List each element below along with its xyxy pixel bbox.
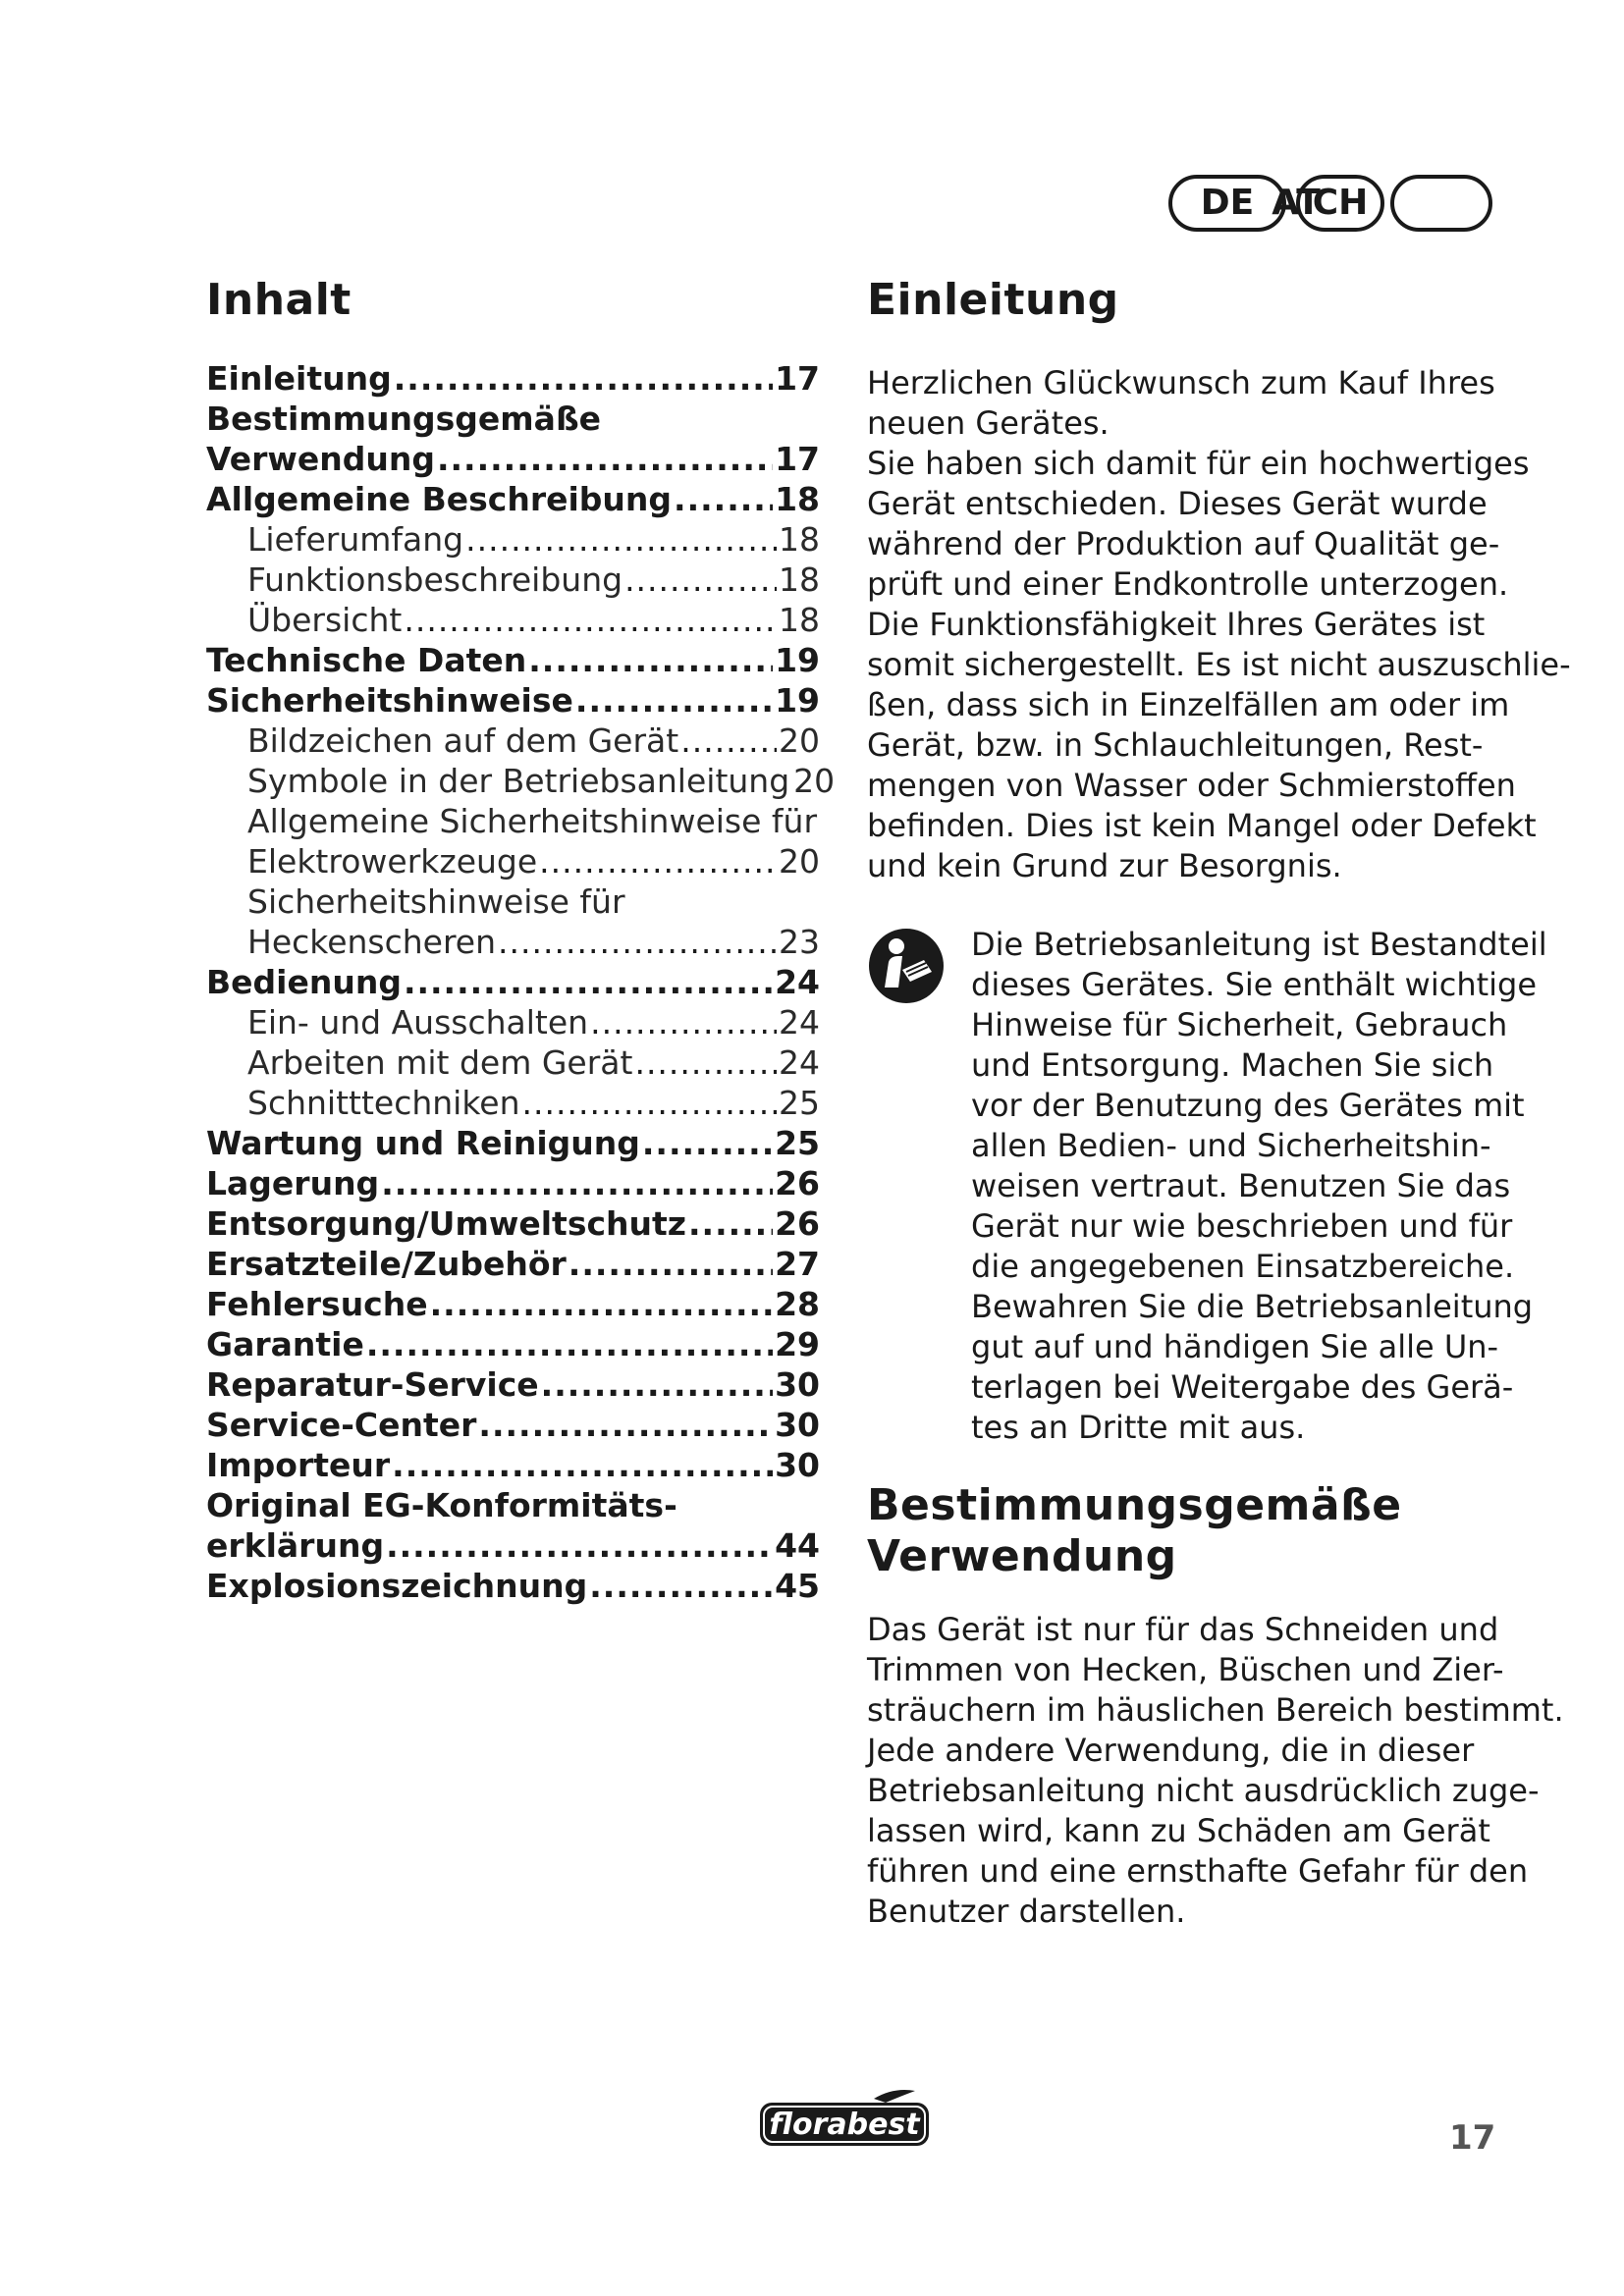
toc-entry-page: 30 bbox=[775, 1365, 820, 1404]
toc-entry bbox=[206, 358, 820, 399]
text-line: Die Funktionsfähigkeit Ihres Gerätes ist bbox=[867, 606, 1486, 643]
toc-leader-dots bbox=[568, 1244, 773, 1284]
toc-entry-page: 18 bbox=[779, 561, 820, 599]
toc-leader-dots bbox=[539, 841, 777, 881]
toc-entry-label: Heckenscheren bbox=[247, 923, 497, 961]
toc-entry-label: Lieferumfang bbox=[247, 520, 464, 559]
toc-entry-label: Importeur bbox=[206, 1446, 391, 1484]
toc-leader-dots bbox=[575, 680, 773, 721]
toc-entry bbox=[206, 1123, 820, 1163]
toc-entry-label: Bedienung bbox=[206, 963, 402, 1001]
language-badges bbox=[1168, 169, 1502, 236]
toc-entry-label: Bestimmungsgemäße bbox=[206, 400, 602, 438]
text-line: Sie haben sich damit für ein hochwertiges bbox=[867, 445, 1530, 482]
toc-leader-dots bbox=[589, 1566, 773, 1606]
bestimmung-title bbox=[867, 1480, 1402, 1582]
toc-entry-label: Wartung und Reinigung bbox=[206, 1124, 640, 1162]
einleitung-body bbox=[867, 363, 1571, 886]
toc-entry-label: Schnitttechniken bbox=[247, 1084, 520, 1122]
toc-entry-page: 24 bbox=[775, 963, 820, 1001]
toc-entry-label: Symbole in der Betriebsanleitung bbox=[247, 762, 790, 800]
toc-leader-dots bbox=[404, 962, 773, 1002]
bestimmung-title-line1: Bestimmungsgemäße bbox=[867, 1480, 1402, 1530]
text-line: neuen Gerätes. bbox=[867, 404, 1110, 442]
page-number: 17 bbox=[1449, 2118, 1496, 2158]
toc-entry-label: Fehlersuche bbox=[206, 1285, 428, 1323]
text-line: Das Gerät ist nur für das Schneiden und bbox=[867, 1611, 1499, 1648]
text-line: gut auf und händigen Sie alle Un- bbox=[971, 1328, 1499, 1365]
text-line: und Entsorgung. Machen Sie sich bbox=[971, 1046, 1494, 1084]
toc-entry-label: Reparatur-Service bbox=[206, 1365, 539, 1404]
toc-entry-label: erklärung bbox=[206, 1526, 385, 1565]
text-line: ßen, dass sich in Einzelfällen am oder im bbox=[867, 686, 1510, 723]
text-line: Gerät, bzw. in Schlauchleitungen, Rest- bbox=[867, 726, 1484, 764]
text-line: Trimmen von Hecken, Büschen und Zier- bbox=[867, 1651, 1504, 1688]
toc-entry-page: 27 bbox=[775, 1245, 820, 1283]
text-line: während der Produktion auf Qualität ge- bbox=[867, 525, 1500, 562]
toc-entry-page: 24 bbox=[779, 1043, 820, 1082]
toc-entry-label: Technische Daten bbox=[206, 641, 527, 679]
toc-entry-label: Allgemeine Beschreibung bbox=[206, 480, 673, 518]
toc-entry-page: 44 bbox=[775, 1526, 820, 1565]
toc-leader-dots bbox=[688, 1203, 773, 1244]
toc-entry-label: Allgemeine Sicherheitshinweise für bbox=[247, 802, 818, 840]
text-line: weisen vertraut. Benutzen Sie das bbox=[971, 1167, 1511, 1204]
toc-leader-dots bbox=[430, 1284, 773, 1324]
text-line: Betriebsanleitung nicht ausdrücklich zuge- bbox=[867, 1772, 1540, 1809]
text-line: und kein Grund zur Besorgnis. bbox=[867, 847, 1342, 884]
text-line: lassen wird, kann zu Schäden am Gerät bbox=[867, 1812, 1490, 1849]
toc-entry bbox=[206, 1324, 820, 1364]
toc-entry bbox=[206, 479, 820, 519]
toc-entry bbox=[206, 922, 820, 962]
toc-entry-label: Funktionsbeschreibung bbox=[247, 561, 623, 599]
toc-entry-page: 25 bbox=[775, 1124, 820, 1162]
toc-leader-dots bbox=[394, 358, 773, 399]
toc-entry-label: Garantie bbox=[206, 1325, 364, 1363]
text-line: Benutzer darstellen. bbox=[867, 1893, 1186, 1930]
toc-entry-label: Entsorgung/Umweltschutz bbox=[206, 1204, 686, 1243]
text-line: somit sichergestellt. Es ist nicht auszuschlie- bbox=[867, 646, 1571, 683]
text-line: allen Bedien- und Sicherheitshin- bbox=[971, 1127, 1491, 1164]
toc-entry bbox=[206, 1244, 820, 1284]
text-line: dieses Gerätes. Sie enthält wichtige bbox=[971, 966, 1538, 1003]
toc-leader-dots bbox=[590, 1002, 777, 1042]
toc-entry-page: 20 bbox=[779, 842, 820, 881]
text-line: Herzlichen Glückwunsch zum Kauf Ihres bbox=[867, 364, 1495, 401]
toc-leader-dots bbox=[404, 600, 777, 640]
toc-entry-page: 17 bbox=[775, 440, 820, 478]
toc-entry-page: 26 bbox=[775, 1204, 820, 1243]
toc-entry-label: Verwendung bbox=[206, 440, 435, 478]
lang-badge-at: AT bbox=[1272, 183, 1321, 223]
toc-entry-label: Original EG-Konformitäts- bbox=[206, 1486, 677, 1524]
toc-entry-page: 29 bbox=[775, 1325, 820, 1363]
toc-entry-label: Bildzeichen auf dem Gerät bbox=[247, 721, 679, 760]
toc-leader-dots bbox=[634, 1042, 777, 1083]
bestimmung-title-line2: Verwendung bbox=[867, 1531, 1177, 1581]
text-line: terlagen bei Weitergabe des Gerä- bbox=[971, 1368, 1514, 1406]
toc-entry-label: Service-Center bbox=[206, 1406, 477, 1444]
toc-entry bbox=[206, 1525, 820, 1566]
toc-leader-dots bbox=[522, 1083, 777, 1123]
toc-entry-label: Explosionszeichnung bbox=[206, 1567, 588, 1605]
text-line: Gerät nur wie beschrieben und für bbox=[971, 1207, 1513, 1245]
note-paragraph bbox=[971, 925, 1547, 1448]
text-line: vor der Benutzung des Gerätes mit bbox=[971, 1087, 1525, 1124]
text-line: führen und eine ernsthafte Gefahr für den bbox=[867, 1852, 1529, 1890]
toc-entry-page: 19 bbox=[775, 641, 820, 679]
toc-leader-dots bbox=[642, 1123, 773, 1163]
einleitung-title: Einleitung bbox=[867, 275, 1119, 325]
toc-entry bbox=[206, 439, 820, 479]
toc-leader-dots bbox=[437, 439, 773, 479]
toc-leader-dots bbox=[674, 479, 773, 519]
toc-entry-page: 17 bbox=[775, 359, 820, 398]
toc-entry-page: 30 bbox=[775, 1446, 820, 1484]
toc-entry bbox=[206, 801, 820, 841]
toc-entry bbox=[206, 680, 820, 721]
toc-entry-page: 18 bbox=[779, 520, 820, 559]
toc-entry bbox=[206, 560, 820, 600]
toc-entry bbox=[206, 1485, 820, 1525]
toc-entry bbox=[206, 1083, 820, 1123]
toc-leader-dots bbox=[541, 1364, 773, 1405]
text-line: Hinweise für Sicherheit, Gebrauch bbox=[971, 1006, 1508, 1043]
toc-entry-page: 26 bbox=[775, 1164, 820, 1202]
toc-entry bbox=[206, 721, 820, 761]
toc-entry-page: 23 bbox=[779, 923, 820, 961]
toc-entry-label: Einleitung bbox=[206, 359, 392, 398]
toc-leader-dots bbox=[624, 560, 777, 600]
toc-entry-label: Sicherheitshinweise bbox=[206, 681, 573, 720]
toc-entry-page: 28 bbox=[775, 1285, 820, 1323]
toc-leader-dots bbox=[498, 922, 777, 962]
toc-entry-page: 30 bbox=[775, 1406, 820, 1444]
text-line: Jede andere Verwendung, die in dieser bbox=[867, 1732, 1475, 1769]
toc-leader-dots bbox=[392, 1445, 773, 1485]
toc-leader-dots bbox=[680, 721, 777, 761]
toc-entry-label: Übersicht bbox=[247, 601, 403, 639]
toc-entry-label: Lagerung bbox=[206, 1164, 380, 1202]
lang-badge-de: DE bbox=[1168, 175, 1286, 232]
toc-entry bbox=[206, 1284, 820, 1324]
toc-entry bbox=[206, 1445, 820, 1485]
toc-entry-page: 19 bbox=[775, 681, 820, 720]
toc-entry bbox=[206, 1566, 820, 1606]
toc-entry-page: 18 bbox=[779, 601, 820, 639]
toc-entry-page: 20 bbox=[793, 762, 836, 800]
text-line: Gerät entschieden. Dieses Gerät wurde bbox=[867, 485, 1488, 522]
toc-entry bbox=[206, 1042, 820, 1083]
lang-badge-empty bbox=[1390, 175, 1492, 232]
lang-badge-ch: CH bbox=[1296, 175, 1384, 232]
text-line: mengen von Wasser oder Schmierstoffen bbox=[867, 767, 1516, 804]
toc-leader-dots bbox=[465, 519, 777, 560]
toc-entry bbox=[206, 1405, 820, 1445]
toc-entry bbox=[206, 640, 820, 680]
table-of-contents bbox=[206, 358, 836, 1606]
toc-entry bbox=[206, 600, 820, 640]
toc-entry bbox=[206, 1364, 820, 1405]
toc-entry bbox=[206, 519, 820, 560]
toc-entry-label: Sicherheitshinweise für bbox=[247, 882, 625, 921]
toc-entry bbox=[206, 841, 820, 881]
toc-entry-page: 18 bbox=[775, 480, 820, 518]
text-line: Die Betriebsanleitung ist Bestandteil bbox=[971, 926, 1547, 963]
toc-entry bbox=[206, 761, 836, 801]
toc-entry-page: 25 bbox=[779, 1084, 820, 1122]
toc-leader-dots bbox=[381, 1163, 773, 1203]
bestimmung-body bbox=[867, 1610, 1564, 1932]
toc-entry bbox=[206, 1203, 820, 1244]
toc-entry bbox=[206, 962, 820, 1002]
toc-entry-page: 24 bbox=[779, 1003, 820, 1041]
florabest-logo bbox=[756, 2085, 933, 2150]
toc-entry bbox=[206, 1002, 820, 1042]
text-line: Bewahren Sie die Betriebsanleitung bbox=[971, 1288, 1534, 1325]
toc-leader-dots bbox=[478, 1405, 773, 1445]
toc-entry-label: Elektrowerkzeuge bbox=[247, 842, 538, 881]
text-line: die angegebenen Einsatzbereiche. bbox=[971, 1248, 1515, 1285]
toc-leader-dots bbox=[366, 1324, 773, 1364]
toc-entry bbox=[206, 881, 820, 922]
bestimmung-paragraph bbox=[867, 1610, 1564, 1932]
toc-entry-page: 20 bbox=[779, 721, 820, 760]
text-line: sträuchern im häuslichen Bereich bestimmt. bbox=[867, 1691, 1564, 1729]
read-manual-icon bbox=[867, 927, 946, 1005]
toc-entry-page: 45 bbox=[775, 1567, 820, 1605]
einleitung-paragraph bbox=[867, 363, 1571, 886]
text-line: prüft und einer Endkontrolle unterzogen. bbox=[867, 565, 1509, 603]
toc-leader-dots bbox=[386, 1525, 773, 1566]
text-line: befinden. Dies ist kein Mangel oder Defekt bbox=[867, 807, 1537, 844]
toc-title: Inhalt bbox=[206, 275, 352, 325]
toc-entry-label: Ersatzteile/Zubehör bbox=[206, 1245, 567, 1283]
toc-leader-dots bbox=[528, 640, 773, 680]
logo-text: florabest bbox=[769, 2108, 920, 2142]
toc-entry-label: Ein- und Ausschalten bbox=[247, 1003, 589, 1041]
toc-entry bbox=[206, 1163, 820, 1203]
toc-entry bbox=[206, 399, 820, 439]
toc-entry-label: Arbeiten mit dem Gerät bbox=[247, 1043, 633, 1082]
text-line: tes an Dritte mit aus. bbox=[971, 1409, 1306, 1446]
